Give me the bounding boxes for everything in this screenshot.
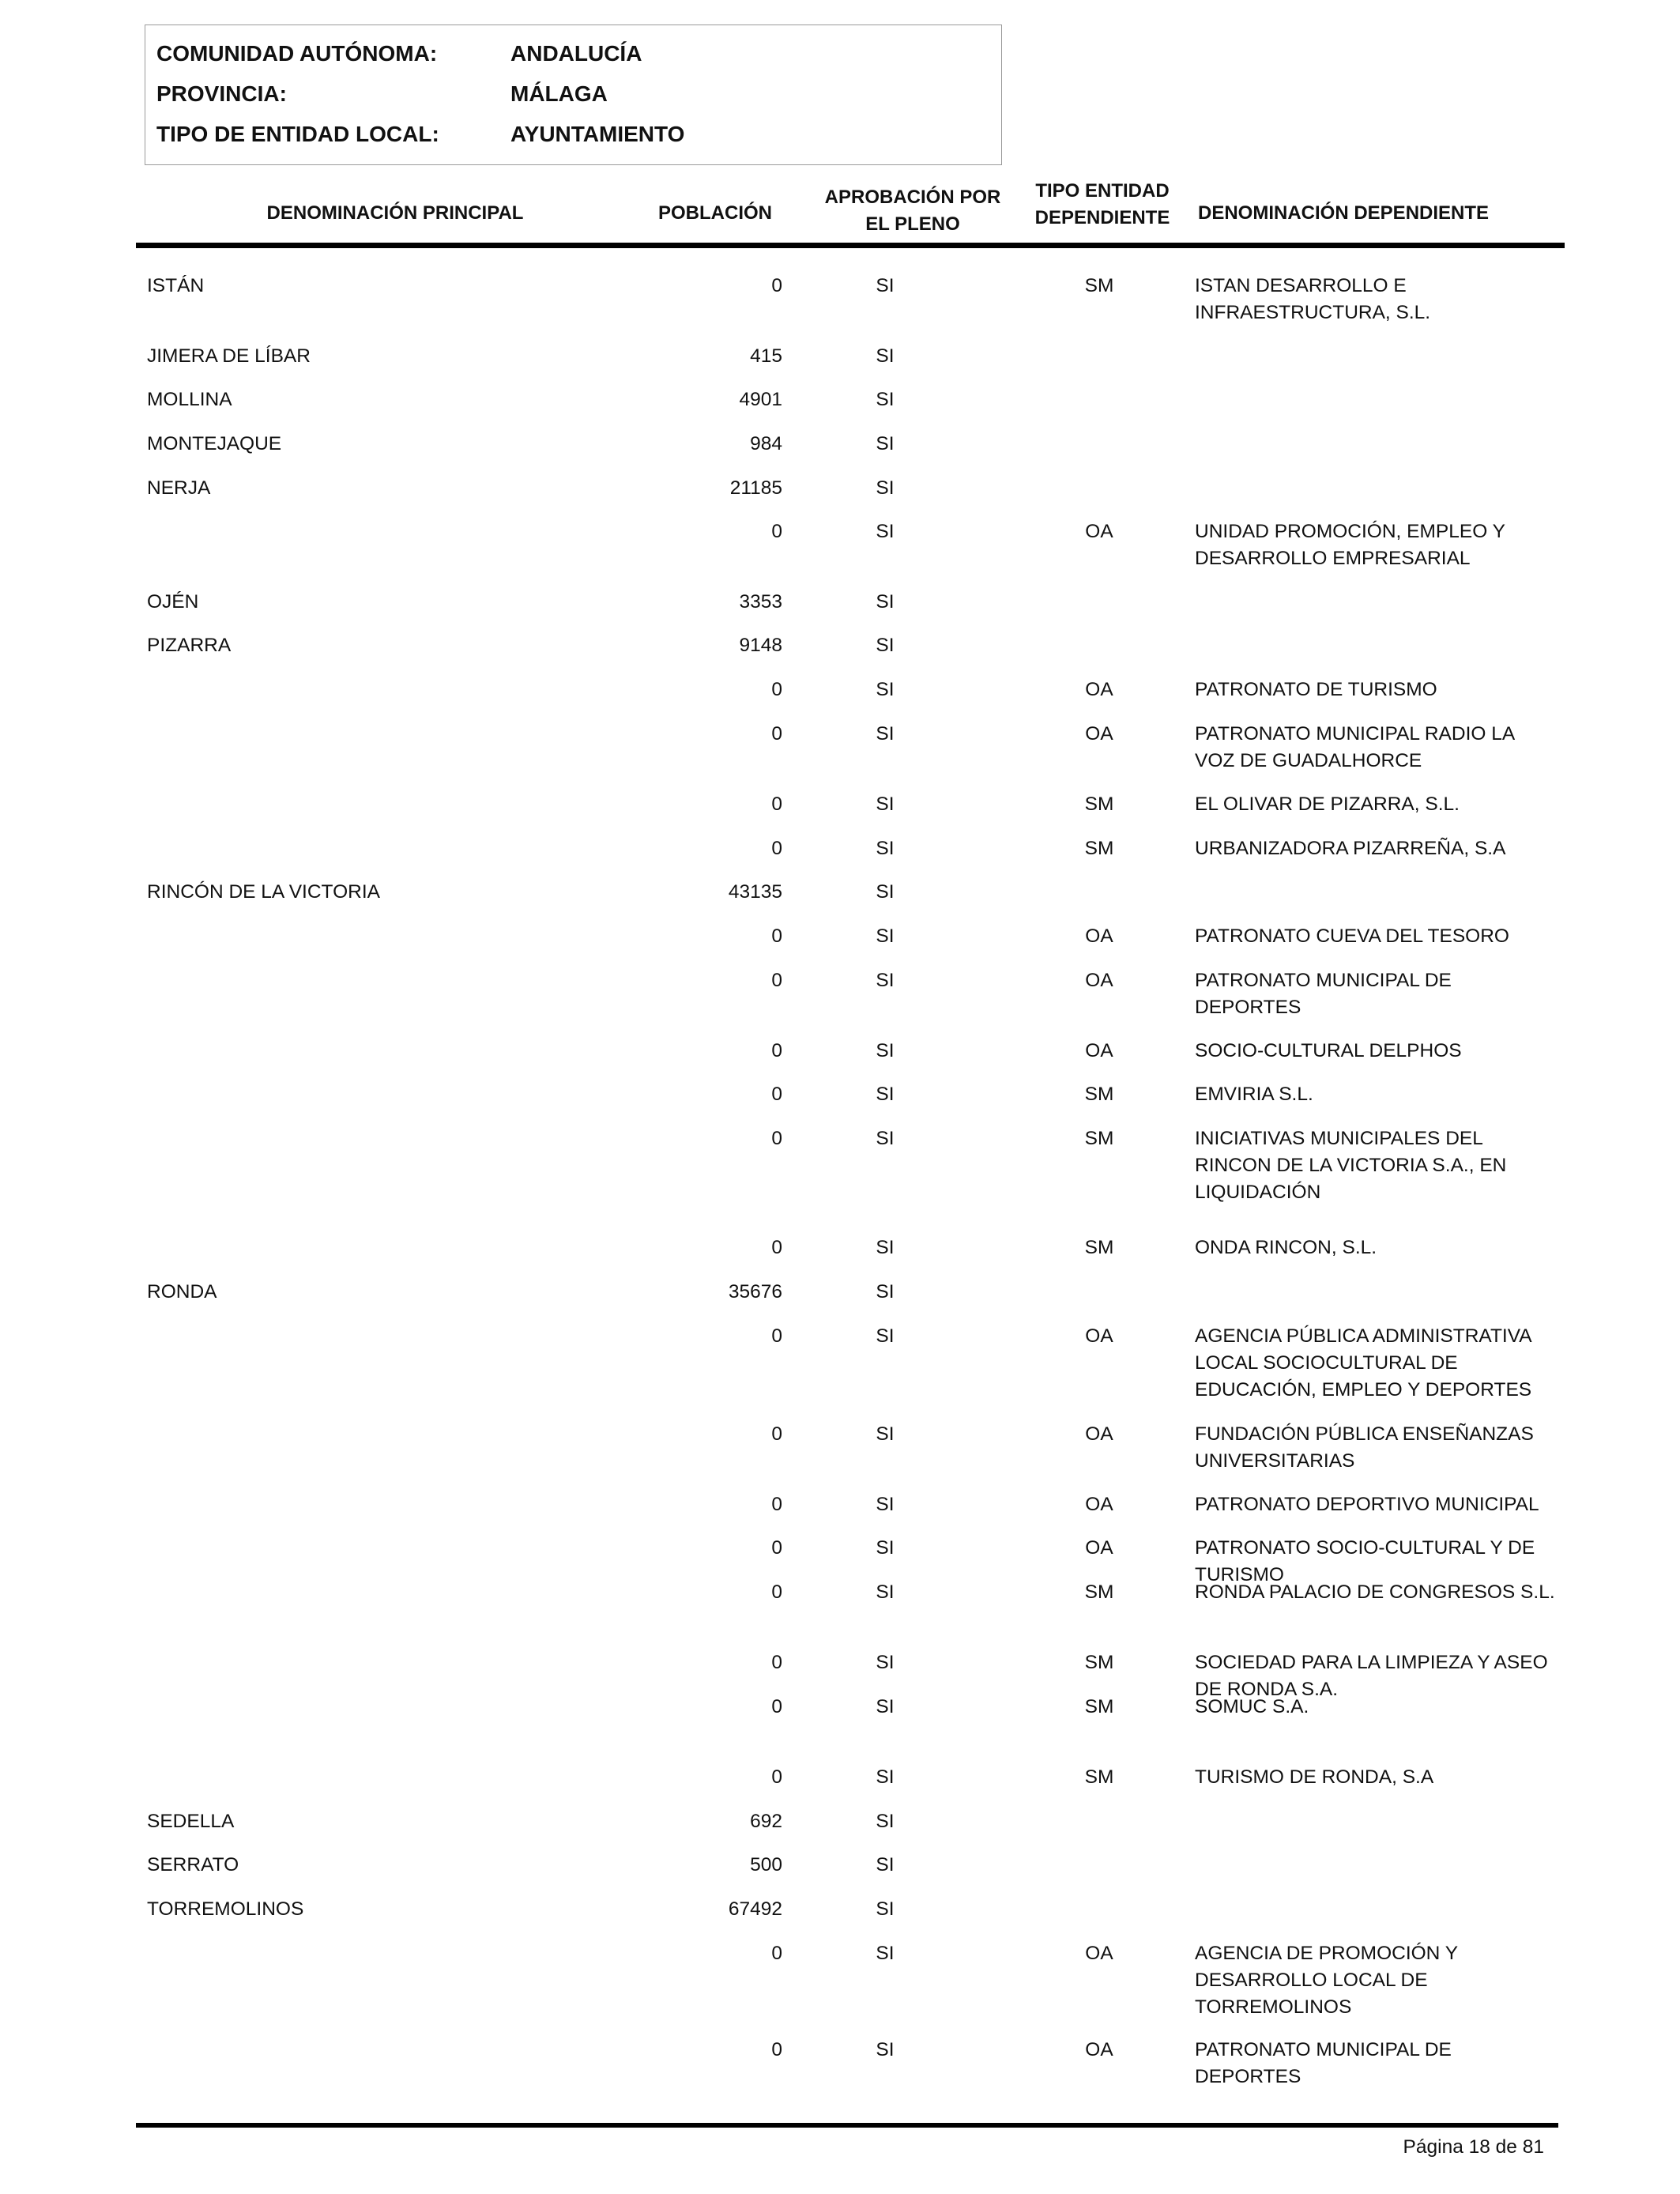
poblacion-cell: 0	[771, 1696, 782, 1717]
aprobacion-cell: SI	[876, 1128, 895, 1149]
tipo-entidad-cell: OA	[1085, 970, 1113, 991]
denominacion-dependiente-cell: INICIATIVAS MUNICIPALES DEL RINCON DE LA VICTORIA S.A., EN LIQUIDACIÓN	[1195, 1128, 1507, 1203]
aprobacion-cell: SI	[876, 1281, 895, 1302]
tipo-entidad-cell: OA	[1085, 1423, 1113, 1445]
poblacion-cell: 0	[771, 1423, 782, 1445]
aprobacion-cell: SI	[876, 433, 895, 454]
aprobacion-cell: SI	[876, 591, 895, 613]
tipo-entidad-cell: OA	[1085, 679, 1113, 700]
poblacion-cell: 415	[750, 345, 782, 367]
denominacion-dependiente-cell: AGENCIA PÚBLICA ADMINISTRATIVA LOCAL SOCIOCULTURAL DE EDUCACIÓN, EMPLEO Y DEPORTES	[1195, 1325, 1532, 1400]
denominacion-dependiente-cell: EL OLIVAR DE PIZARRA, S.L.	[1195, 794, 1460, 815]
poblacion-cell: 0	[771, 794, 782, 815]
poblacion-cell: 0	[771, 925, 782, 947]
poblacion-cell: 0	[771, 521, 782, 542]
denominacion-dependiente-cell: ONDA RINCON, S.L.	[1195, 1237, 1377, 1258]
aprobacion-cell: SI	[876, 723, 895, 745]
poblacion-cell: 9148	[739, 635, 782, 656]
aprobacion-cell: SI	[876, 1766, 895, 1788]
aprobacion-cell: SI	[876, 1040, 895, 1061]
tipo-entidad-cell: SM	[1084, 794, 1114, 815]
denominacion-dependiente-cell: URBANIZADORA PIZARREÑA, S.A	[1195, 838, 1506, 859]
tipo-entidad-cell: SM	[1084, 1084, 1114, 1105]
tipo-entidad-cell: OA	[1085, 723, 1113, 745]
tipo-entidad-cell: OA	[1085, 521, 1113, 542]
poblacion-cell: 692	[750, 1811, 782, 1832]
tipo-entidad-cell: SM	[1084, 1581, 1114, 1603]
poblacion-cell: 0	[771, 1128, 782, 1149]
poblacion-cell: 0	[771, 1494, 782, 1515]
aprobacion-cell: SI	[876, 1237, 895, 1258]
tipo-entidad-cell: SM	[1084, 1237, 1114, 1258]
tipo-entidad-cell: SM	[1084, 1128, 1114, 1149]
denominacion-principal-cell: TORREMOLINOS	[147, 1898, 304, 1920]
col-tipo-entidad: TIPO ENTIDAD DEPENDIENTE	[1034, 180, 1170, 228]
tipo-entidad-cell: OA	[1085, 1325, 1113, 1347]
poblacion-cell: 0	[771, 679, 782, 700]
denominacion-dependiente-cell: PATRONATO MUNICIPAL RADIO LA VOZ DE GUADALHORCE	[1195, 723, 1514, 771]
denominacion-dependiente-cell: PATRONATO DE TURISMO	[1195, 679, 1437, 700]
aprobacion-cell: SI	[876, 275, 895, 296]
tipo-entidad-cell: OA	[1085, 1943, 1113, 1964]
aprobacion-cell: SI	[876, 1898, 895, 1920]
aprobacion-cell: SI	[876, 1537, 895, 1559]
provincia-label: PROVINCIA:	[156, 81, 287, 106]
denominacion-dependiente-cell: PATRONATO SOCIO-CULTURAL Y DE TURISMO	[1195, 1537, 1535, 1585]
tipo-entidad-cell: SM	[1084, 275, 1114, 296]
tipo-entidad-value: AYUNTAMIENTO	[510, 122, 685, 146]
poblacion-cell: 21185	[729, 477, 782, 499]
poblacion-cell: 67492	[728, 1898, 782, 1920]
tipo-entidad-cell: SM	[1084, 1766, 1114, 1788]
tipo-entidad-cell: OA	[1085, 925, 1113, 947]
poblacion-cell: 0	[771, 1537, 782, 1559]
header-rule	[136, 243, 1565, 248]
denominacion-principal-cell: MONTEJAQUE	[147, 433, 282, 454]
denominacion-dependiente-cell: TURISMO DE RONDA, S.A	[1195, 1766, 1434, 1788]
denominacion-dependiente-cell: SOCIO-CULTURAL DELPHOS	[1195, 1040, 1462, 1061]
col-aprobacion: APROBACIÓN POR EL PLENO	[824, 187, 1001, 235]
aprobacion-cell: SI	[876, 345, 895, 367]
tipo-entidad-cell: OA	[1085, 1494, 1113, 1515]
poblacion-cell: 0	[771, 1581, 782, 1603]
denominacion-principal-cell: RONDA	[147, 1281, 217, 1302]
aprobacion-cell: SI	[876, 521, 895, 542]
denominacion-principal-cell: MOLLINA	[147, 389, 232, 410]
tipo-entidad-cell: OA	[1085, 1040, 1113, 1061]
aprobacion-cell: SI	[876, 794, 895, 815]
aprobacion-cell: SI	[876, 679, 895, 700]
poblacion-cell: 3353	[739, 591, 782, 613]
page-number: Página 18 de 81	[1403, 2136, 1544, 2158]
aprobacion-cell: SI	[876, 1943, 895, 1964]
denominacion-dependiente-cell: PATRONATO MUNICIPAL DE DEPORTES	[1195, 2039, 1452, 2087]
aprobacion-cell: SI	[876, 1084, 895, 1105]
poblacion-cell: 984	[750, 433, 782, 454]
aprobacion-cell: SI	[876, 1423, 895, 1445]
poblacion-cell: 4901	[739, 389, 782, 410]
aprobacion-cell: SI	[876, 1696, 895, 1717]
denominacion-dependiente-cell: EMVIRIA S.L.	[1195, 1084, 1313, 1105]
tipo-entidad-cell: OA	[1085, 1537, 1113, 1559]
aprobacion-cell: SI	[876, 1811, 895, 1832]
poblacion-cell: 0	[771, 1766, 782, 1788]
denominacion-principal-cell: SEDELLA	[147, 1811, 235, 1832]
denominacion-dependiente-cell: ISTAN DESARROLLO E INFRAESTRUCTURA, S.L.	[1195, 275, 1431, 323]
aprobacion-cell: SI	[876, 1325, 895, 1347]
aprobacion-cell: SI	[876, 881, 895, 903]
denominacion-principal-cell: JIMERA DE LÍBAR	[147, 345, 311, 367]
col-denominacion-dependiente: DENOMINACIÓN DEPENDIENTE	[1198, 202, 1490, 224]
denominacion-dependiente-cell: RONDA PALACIO DE CONGRESOS S.L.	[1195, 1581, 1555, 1603]
poblacion-cell: 0	[771, 1325, 782, 1347]
denominacion-dependiente-cell: PATRONATO CUEVA DEL TESORO	[1195, 925, 1509, 947]
tipo-entidad-label: TIPO DE ENTIDAD LOCAL:	[156, 122, 439, 146]
poblacion-cell: 0	[771, 838, 782, 859]
footer-rule	[136, 2123, 1558, 2128]
denominacion-principal-cell: RINCÓN DE LA VICTORIA	[147, 881, 380, 903]
poblacion-cell: 0	[771, 970, 782, 991]
denominacion-principal-cell: NERJA	[147, 477, 211, 499]
aprobacion-cell: SI	[876, 1854, 895, 1875]
poblacion-cell: 0	[771, 723, 782, 745]
poblacion-cell: 0	[771, 2039, 782, 2060]
provincia-value: MÁLAGA	[510, 81, 608, 106]
poblacion-cell: 0	[771, 1652, 782, 1673]
tipo-entidad-cell: SM	[1084, 1696, 1114, 1717]
col-poblacion: POBLACIÓN	[658, 202, 772, 224]
aprobacion-cell: SI	[876, 1494, 895, 1515]
denominacion-principal-cell: PIZARRA	[147, 635, 232, 656]
aprobacion-cell: SI	[876, 389, 895, 410]
denominacion-dependiente-cell: PATRONATO DEPORTIVO MUNICIPAL	[1195, 1494, 1539, 1515]
comunidad-label: COMUNIDAD AUTÓNOMA:	[156, 41, 438, 66]
header-box	[145, 25, 1002, 165]
col-denominacion-principal: DENOMINACIÓN PRINCIPAL	[266, 202, 524, 224]
aprobacion-cell: SI	[876, 2039, 895, 2060]
aprobacion-cell: SI	[876, 1581, 895, 1603]
poblacion-cell: 35676	[728, 1281, 782, 1302]
poblacion-cell: 0	[771, 1943, 782, 1964]
denominacion-principal-cell: SERRATO	[147, 1854, 239, 1875]
denominacion-dependiente-cell: FUNDACIÓN PÚBLICA ENSEÑANZAS UNIVERSITARIAS	[1195, 1423, 1534, 1472]
aprobacion-cell: SI	[876, 477, 895, 499]
poblacion-cell: 0	[771, 1237, 782, 1258]
denominacion-dependiente-cell: UNIDAD PROMOCIÓN, EMPLEO Y DESARROLLO EMPRESARIAL	[1195, 521, 1505, 569]
poblacion-cell: 43135	[728, 881, 782, 903]
aprobacion-cell: SI	[876, 970, 895, 991]
aprobacion-cell: SI	[876, 925, 895, 947]
denominacion-dependiente-cell: AGENCIA DE PROMOCIÓN Y DESARROLLO LOCAL DE TORREMOLINOS	[1195, 1943, 1458, 2018]
tipo-entidad-cell: OA	[1085, 2039, 1113, 2060]
tipo-entidad-cell: SM	[1084, 838, 1114, 859]
poblacion-cell: 0	[771, 275, 782, 296]
denominacion-dependiente-cell: SOCIEDAD PARA LA LIMPIEZA Y ASEO DE RONDA S.A.	[1195, 1652, 1548, 1700]
denominacion-dependiente-cell: PATRONATO MUNICIPAL DE DEPORTES	[1195, 970, 1452, 1018]
denominacion-dependiente-cell: SOMUC S.A.	[1195, 1696, 1309, 1717]
poblacion-cell: 0	[771, 1084, 782, 1105]
tipo-entidad-cell: SM	[1084, 1652, 1114, 1673]
poblacion-cell: 0	[771, 1040, 782, 1061]
aprobacion-cell: SI	[876, 1652, 895, 1673]
poblacion-cell: 500	[750, 1854, 782, 1875]
aprobacion-cell: SI	[876, 635, 895, 656]
denominacion-principal-cell: ISTÁN	[147, 275, 205, 296]
denominacion-principal-cell: OJÉN	[147, 591, 199, 613]
comunidad-value: ANDALUCÍA	[510, 41, 642, 66]
aprobacion-cell: SI	[876, 838, 895, 859]
